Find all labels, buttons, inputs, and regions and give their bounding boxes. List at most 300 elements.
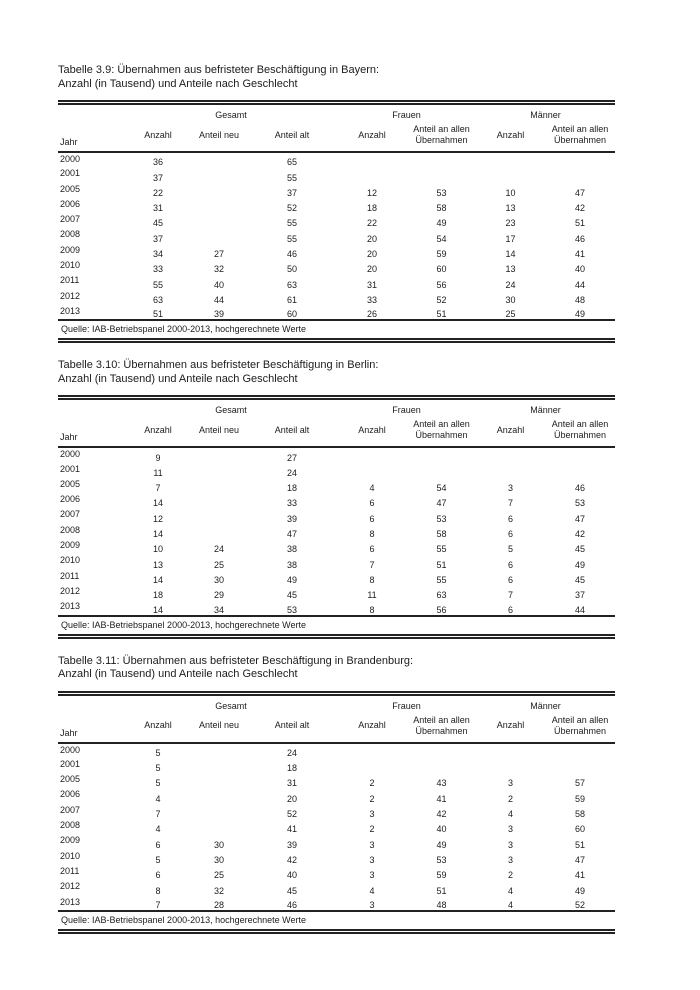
year-cell: 2012 [60,881,81,892]
table-row [58,305,615,320]
table-row [58,865,615,880]
table-title-berlin [58,359,700,386]
table-title-line2: Anzahl (in Tausend) und Anteile nach Geschlecht [58,77,298,90]
value-cell [407,167,476,182]
group-header-frauen: Frauen [392,700,421,711]
value-cell: 23 [505,218,516,229]
value-cell [545,758,615,773]
year-cell: 2006 [60,789,81,800]
value-cell: 54 [436,233,447,244]
value-cell: 7 [155,809,161,820]
value-cell: 37 [287,187,298,198]
table-title-line2: Anzahl (in Tausend) und Anteile nach Geschlecht [58,668,298,681]
value-cell [191,773,247,788]
value-cell: 11 [367,590,377,601]
value-cell: 44 [575,279,586,290]
value-cell: 56 [436,604,447,615]
value-cell: 52 [287,203,298,214]
group-header-frauen: Frauen [392,110,421,120]
value-cell: 49 [575,559,586,570]
value-cell [191,447,247,462]
group-header-spacer [58,103,125,123]
value-cell: 33 [367,294,378,305]
value-cell: 45 [575,544,586,555]
value-cell: 51 [575,218,586,229]
value-cell: 42 [436,809,447,820]
source-row [58,616,615,637]
table-section-bayern [58,64,700,343]
value-cell: 18 [367,203,378,214]
value-cell: 12 [367,187,378,198]
value-cell: 5 [155,854,161,865]
table-title-brandenburg [58,655,700,682]
value-cell: 3 [369,854,375,865]
group-header-spacer [58,693,125,713]
value-cell: 5 [508,544,514,555]
column-header-anteil-maenner: Anteil an allen Übernahmen [545,122,615,152]
value-cell [191,743,247,758]
column-header-anteil-neu: Anteil neu [191,417,247,447]
value-cell: 47 [575,854,586,865]
value-cell: 46 [287,899,298,910]
value-cell: 20 [287,793,298,804]
value-cell [545,743,615,758]
value-cell [407,758,476,773]
column-header-anteil-neu: Anteil neu [191,713,247,743]
table-row [58,524,615,539]
column-header-anzahl-maenner: Anzahl [476,713,545,743]
value-cell: 36 [152,157,163,168]
value-cell [337,152,407,167]
column-header-jahr: Jahr [58,713,125,743]
group-header-gesamt: Gesamt [215,110,247,120]
column-header-anteil-maenner: Anteil an allen Übernahmen [545,417,615,447]
value-cell: 6 [508,513,514,524]
column-header-row [58,417,615,447]
group-header-row [58,103,615,123]
value-cell: 46 [287,249,298,260]
source-row [58,911,615,932]
value-cell: 41 [287,824,298,835]
group-header-row [58,398,615,418]
value-cell: 2 [369,778,375,789]
value-cell: 55 [436,544,447,555]
value-cell [191,758,247,773]
value-cell: 54 [436,483,447,494]
value-cell: 53 [436,854,447,865]
table-title-line1: Tabelle 3.9: Übernahmen aus befristeter Beschäftigung in Bayern: [58,64,380,76]
value-cell: 47 [287,529,298,540]
value-cell [191,463,247,478]
column-header-anzahl-maenner: Anzahl [476,122,545,152]
column-header-jahr: Jahr [58,122,125,152]
value-cell [191,213,247,228]
value-cell: 45 [287,885,298,896]
value-cell: 20 [367,264,378,275]
table-title-line1: Tabelle 3.10: Übernahmen aus befristeter Beschäftigung in Berlin: [58,359,379,372]
year-cell: 2000 [60,154,81,164]
value-cell: 53 [287,604,298,615]
value-cell [476,447,545,462]
value-cell: 34 [152,249,163,260]
value-cell: 48 [436,899,447,910]
value-cell: 49 [575,885,586,896]
table-section-berlin [58,359,700,638]
value-cell [191,788,247,803]
year-cell: 2011 [60,865,80,876]
value-cell [407,463,476,478]
value-cell: 37 [152,172,163,183]
column-header-anteil-frauen: Anteil an allen Übernahmen [407,713,476,743]
value-cell: 42 [575,203,586,214]
value-cell: 59 [436,870,447,881]
group-header-maenner: Männer [530,700,561,711]
value-cell: 55 [287,172,298,183]
value-cell: 53 [436,513,447,524]
value-cell: 4 [508,899,514,910]
table-row [58,788,615,803]
value-cell: 6 [369,513,375,524]
value-cell [545,167,615,182]
year-cell: 2010 [60,850,81,861]
year-cell: 2000 [60,744,81,755]
value-cell: 27 [213,249,224,260]
value-cell: 44 [575,604,586,615]
value-cell: 6 [508,574,514,585]
value-cell: 47 [575,513,586,524]
value-cell: 4 [508,809,514,820]
value-cell [191,167,247,182]
column-header-anteil-maenner: Anteil an allen Übernahmen [545,713,615,743]
value-cell: 60 [436,264,447,275]
value-cell [191,804,247,819]
value-cell: 61 [287,294,298,305]
value-cell: 28 [213,899,224,910]
value-cell: 65 [287,157,298,168]
value-cell: 46 [575,483,586,494]
column-header-anzahl-frauen: Anzahl [337,417,407,447]
value-cell: 14 [152,574,163,585]
table-row [58,819,615,834]
value-cell: 6 [155,870,161,881]
value-cell: 3 [508,778,514,789]
value-cell [337,758,407,773]
table-row [58,850,615,865]
value-cell [337,447,407,462]
table-row [58,896,615,911]
table-row [58,600,615,615]
value-cell: 14 [152,529,163,540]
year-cell: 2012 [60,290,81,301]
value-cell: 6 [369,498,375,509]
table-body [58,152,615,320]
value-cell [191,198,247,213]
data-table-bayern [58,100,615,343]
table-row [58,290,615,305]
value-cell: 39 [287,839,298,850]
table-row [58,183,615,198]
value-cell: 52 [287,809,298,820]
column-header-anteil-alt: Anteil alt [247,713,337,743]
column-header-anzahl-gesamt: Anzahl [125,713,191,743]
value-cell: 47 [575,187,586,198]
value-cell: 14 [505,249,516,260]
year-cell: 2007 [60,214,81,225]
table-source-note: Quelle: IAB-Betriebspanel 2000-2013, hochgerechnete Werte [58,320,615,341]
value-cell: 26 [367,309,378,320]
value-cell: 12 [152,513,163,524]
value-cell: 5 [155,747,161,758]
year-cell: 2007 [60,804,81,815]
value-cell [545,463,615,478]
table-row [58,773,615,788]
table-title-line2: Anzahl (in Tausend) und Anteile nach Geschlecht [58,372,298,385]
value-cell: 3 [369,809,375,820]
value-cell: 52 [436,294,447,305]
table-source-note: Quelle: IAB-Betriebspanel 2000-2013, hochgerechnete Werte [58,616,615,637]
table-row [58,804,615,819]
value-cell: 50 [287,264,298,275]
value-cell [337,743,407,758]
value-cell: 3 [369,899,375,910]
value-cell [476,463,545,478]
value-cell [476,743,545,758]
value-cell: 17 [505,233,516,244]
value-cell [545,447,615,462]
year-cell: 2001 [60,758,81,769]
table-source-note: Quelle: IAB-Betriebspanel 2000-2013, hochgerechnete Werte [58,911,615,932]
table-row [58,463,615,478]
column-header-anteil-frauen: Anteil an allen Übernahmen [407,417,476,447]
table-row [58,447,615,462]
value-cell: 59 [436,249,447,260]
value-cell: 39 [287,513,298,524]
table-row [58,152,615,167]
value-cell: 49 [436,839,447,850]
value-cell [476,758,545,773]
value-cell: 6 [508,529,514,540]
group-header-row [58,693,615,713]
value-cell: 33 [152,264,163,275]
column-header-anzahl-gesamt: Anzahl [125,417,191,447]
value-cell: 30 [213,854,224,865]
value-cell: 3 [508,824,514,835]
group-header-maenner: Männer [530,405,561,416]
year-cell: 2006 [60,494,81,505]
value-cell: 22 [152,187,163,198]
value-cell: 25 [213,559,224,570]
value-cell: 33 [287,498,298,509]
value-cell: 52 [575,899,586,910]
table-body [58,447,615,615]
value-cell: 7 [155,899,161,910]
year-cell: 2009 [60,540,81,551]
value-cell: 14 [152,604,163,615]
table-row [58,478,615,493]
data-table-berlin [58,395,615,638]
column-header-row [58,122,615,152]
value-cell: 30 [213,839,224,850]
value-cell: 3 [508,483,514,494]
table-row [58,585,615,600]
value-cell: 63 [287,279,298,290]
value-cell: 18 [287,763,298,774]
value-cell: 49 [436,218,447,229]
column-header-anzahl-frauen: Anzahl [337,122,407,152]
value-cell: 63 [152,294,163,305]
table-row [58,244,615,259]
value-cell: 37 [575,590,586,601]
year-cell: 2006 [60,198,81,209]
table-title-line1: Tabelle 3.11: Übernahmen aus befristeter Beschäftigung in Brandenburg: [58,654,414,667]
value-cell: 13 [505,203,516,214]
value-cell: 39 [213,309,224,320]
table-row [58,198,615,213]
value-cell: 40 [575,264,586,275]
value-cell: 6 [369,544,375,555]
value-cell: 24 [287,747,298,758]
value-cell: 45 [152,218,163,229]
value-cell: 11 [153,467,163,478]
value-cell: 4 [508,885,514,896]
value-cell: 6 [508,604,514,615]
value-cell: 56 [436,279,447,290]
year-cell: 2009 [60,835,81,846]
value-cell: 42 [287,854,298,865]
year-cell: 2009 [60,244,81,255]
value-cell: 4 [369,885,375,896]
value-cell: 46 [575,233,586,244]
value-cell: 29 [213,590,224,601]
year-cell: 2008 [60,820,81,831]
table-row [58,880,615,895]
value-cell: 51 [436,885,447,896]
table-title-bayern [58,64,700,91]
value-cell: 13 [152,559,163,570]
value-cell: 4 [155,793,161,804]
value-cell: 24 [287,467,298,478]
value-cell: 37 [152,233,163,244]
value-cell: 59 [575,793,586,804]
value-cell: 53 [575,498,586,509]
value-cell: 49 [575,309,586,320]
value-cell: 41 [575,870,586,881]
column-header-anteil-neu: Anteil neu [191,122,247,152]
value-cell: 25 [505,309,516,320]
source-row [58,320,615,341]
value-cell [476,167,545,182]
group-header-frauen: Frauen [392,405,421,416]
value-cell [545,152,615,167]
value-cell: 60 [287,309,298,320]
table-row [58,743,615,758]
value-cell: 58 [575,809,586,820]
value-cell [191,819,247,834]
year-cell: 2010 [60,260,81,271]
value-cell: 5 [155,763,161,774]
value-cell [191,478,247,493]
value-cell: 51 [436,559,447,570]
value-cell: 7 [508,498,514,509]
value-cell: 55 [287,218,298,229]
value-cell: 18 [287,483,298,494]
value-cell: 45 [575,574,586,585]
year-cell: 2008 [60,229,81,240]
value-cell: 24 [213,544,224,555]
value-cell: 6 [508,559,514,570]
value-cell: 20 [367,233,378,244]
column-header-row [58,713,615,743]
value-cell: 58 [436,529,447,540]
value-cell [191,152,247,167]
value-cell: 8 [369,529,375,540]
column-header-jahr: Jahr [58,417,125,447]
table-row [58,213,615,228]
value-cell: 8 [369,604,375,615]
value-cell: 31 [367,279,378,290]
value-cell: 34 [213,604,224,615]
value-cell: 22 [367,218,378,229]
table-row [58,167,615,182]
table-row [58,570,615,585]
value-cell: 24 [505,279,516,290]
value-cell: 40 [287,870,298,881]
column-header-anteil-alt: Anteil alt [247,417,337,447]
group-header-spacer [58,398,125,418]
value-cell: 58 [436,203,447,214]
table-row [58,834,615,849]
value-cell [407,152,476,167]
table-row [58,508,615,523]
value-cell: 55 [152,279,163,290]
value-cell: 2 [508,870,514,881]
value-cell: 7 [508,590,514,601]
year-cell: 2012 [60,585,81,596]
value-cell: 20 [367,249,378,260]
value-cell: 14 [152,498,163,509]
value-cell: 6 [155,839,161,850]
value-cell: 8 [155,885,161,896]
value-cell: 3 [508,854,514,865]
table-body [58,743,615,911]
year-cell: 2011 [60,275,80,286]
value-cell: 13 [505,264,516,275]
value-cell: 45 [287,590,298,601]
group-header-gesamt: Gesamt [215,405,247,416]
value-cell [407,743,476,758]
value-cell: 31 [152,203,163,214]
value-cell: 3 [369,839,375,850]
year-cell: 2005 [60,478,81,489]
value-cell: 51 [575,839,586,850]
table-row [58,554,615,569]
year-cell: 2013 [60,305,81,316]
value-cell: 2 [369,793,375,804]
value-cell: 55 [287,233,298,244]
table-row [58,274,615,289]
value-cell: 42 [575,529,586,540]
value-cell: 8 [369,574,375,585]
value-cell [337,167,407,182]
value-cell: 2 [508,793,514,804]
table-row [58,539,615,554]
year-cell: 2001 [60,463,81,474]
value-cell [191,228,247,243]
value-cell: 10 [505,187,516,198]
value-cell [191,524,247,539]
value-cell: 51 [436,309,447,320]
value-cell: 9 [155,452,161,463]
